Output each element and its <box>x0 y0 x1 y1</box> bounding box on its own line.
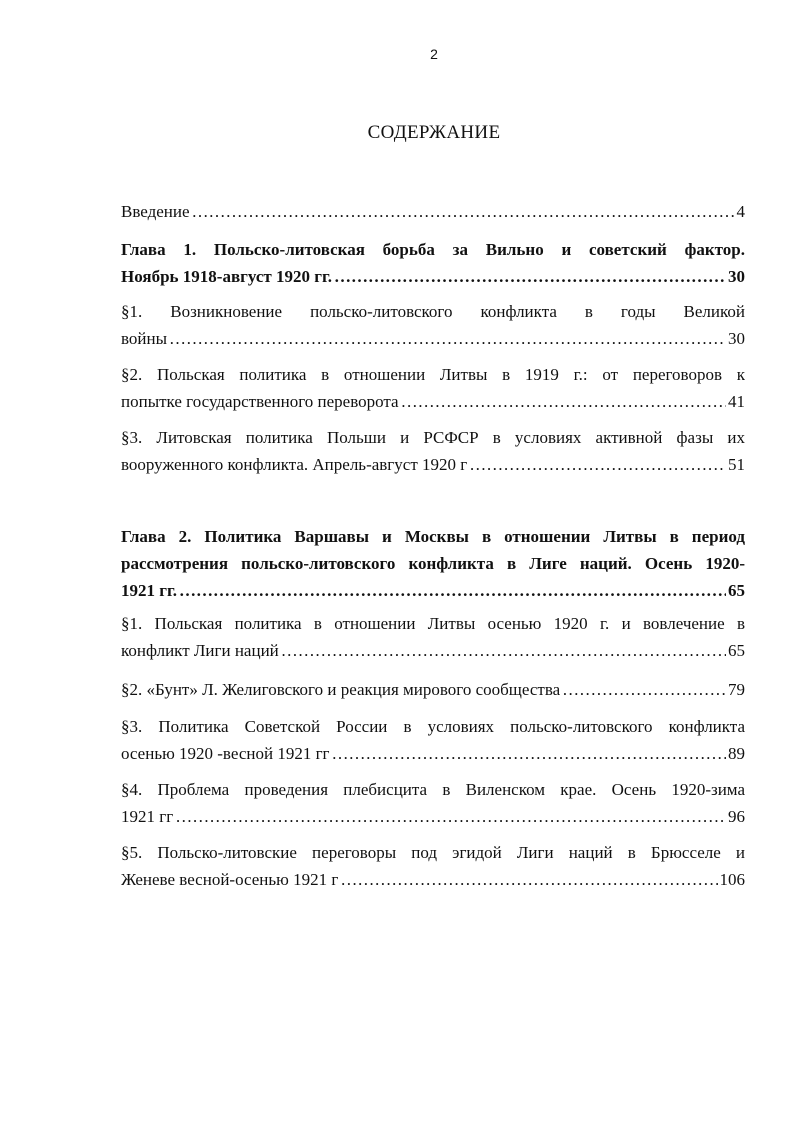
page-ref: 41 <box>728 392 745 411</box>
entry-text: войны <box>121 329 168 348</box>
entry-text: §2. Польская политика в отношении Литвы в 1919 г.: от переговоров к <box>121 365 745 384</box>
leader-dots <box>169 325 726 352</box>
entry-text: Глава 1. Польско-литовская борьба за Вильно и советский фактор. <box>121 240 745 259</box>
leader-dots <box>562 676 726 703</box>
toc-entry-chapter-1[interactable] <box>121 236 745 290</box>
entry-text: §5. Польско-литовские переговоры под эгидой Лиги наций в Брюсселе и <box>121 843 745 862</box>
page-ref: 96 <box>728 807 745 826</box>
entry-text: Ноябрь 1918-август 1920 гг. <box>121 267 332 286</box>
entry-text: Женеве весной-осенью 1921 г <box>121 870 339 889</box>
entry-text: §1. Возникновение польско-литовского конфликта в годы Великой <box>121 302 745 321</box>
toc-entry-chapter-2[interactable] <box>121 523 745 604</box>
page-ref: 106 <box>719 870 745 889</box>
entry-text: §1. Польская политика в отношении Литвы осенью 1920 г. и вовлечение в <box>121 614 745 633</box>
entry-text: Глава 2. Политика Варшавы и Москвы в отношении Литвы в период <box>121 527 745 546</box>
entry-text: осенью 1920 -весной 1921 гг <box>121 744 330 763</box>
entry-text: §3. Политика Советской России в условиях польско-литовского конфликта <box>121 717 745 736</box>
page-ref: 30 <box>728 267 745 286</box>
entry-text: 1921 гг <box>121 807 174 826</box>
toc-entry-intro[interactable] <box>121 198 745 225</box>
leader-dots <box>469 451 726 478</box>
toc-entry-1-2[interactable] <box>121 361 745 415</box>
toc-entry-1-3[interactable] <box>121 424 745 478</box>
page-ref: 4 <box>736 202 745 221</box>
page-ref: 79 <box>728 680 745 699</box>
page-ref: 89 <box>728 744 745 763</box>
entry-text: конфликт Лиги наций <box>121 641 279 660</box>
toc-entry-2-2[interactable] <box>121 676 745 703</box>
leader-dots <box>334 263 726 290</box>
leader-dots <box>192 198 735 225</box>
leader-dots <box>179 577 726 604</box>
leader-dots <box>332 740 726 767</box>
toc-entry-2-4[interactable] <box>121 776 745 830</box>
page-ref: 65 <box>728 641 745 660</box>
page-ref: 51 <box>728 455 745 474</box>
entry-text: §4. Проблема проведения плебисцита в Виленском крае. Осень 1920-зима <box>121 780 745 799</box>
entry-text: вооруженного конфликта. Апрель-август 1920 г <box>121 455 468 474</box>
leader-dots <box>340 866 717 893</box>
entry-text: §3. Литовская политика Польши и РСФСР в условиях активной фазы их <box>121 428 745 447</box>
leader-dots <box>175 803 726 830</box>
toc-entry-2-3[interactable] <box>121 713 745 767</box>
page-ref: 65 <box>728 581 745 600</box>
entry-text: Введение <box>121 202 190 221</box>
leader-dots <box>401 388 726 415</box>
toc-title: СОДЕРЖАНИЕ <box>367 122 501 143</box>
page-number: 2 <box>430 46 438 62</box>
toc-entry-2-1[interactable] <box>121 610 745 664</box>
leader-dots <box>281 637 726 664</box>
page-ref: 30 <box>728 329 745 348</box>
entry-text: рассмотрения польско-литовского конфликта в Лиге наций. Осень 1920- <box>121 554 745 573</box>
entry-text: §2. «Бунт» Л. Желиговского и реакция мирового сообщества <box>121 680 561 699</box>
toc-entry-1-1[interactable] <box>121 298 745 352</box>
entry-text: 1921 гг. <box>121 581 178 600</box>
toc-entry-2-5[interactable] <box>121 839 745 893</box>
entry-text: попытке государственного переворота <box>121 392 399 411</box>
